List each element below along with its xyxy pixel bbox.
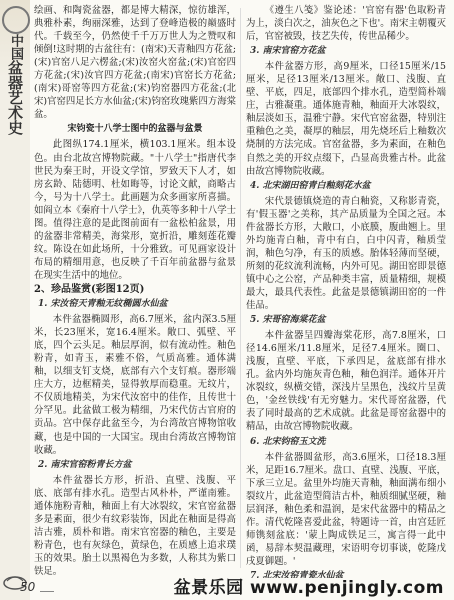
logo-ring-icon (2, 6, 30, 34)
column-gutter (240, 8, 241, 568)
page-footer (0, 574, 454, 600)
right-paragraph-2: 本件盆器方形，高9厘米，口径15厘米/15厘米，足径13厘米/13厘米。敞口、浅腹、直壁、平底，四足，底部四个排水孔，造型简朴端庄，古雅凝重。通体施青釉，釉面开大冰裂纹，釉层淡如玉，温雅宁静。宋代官窑盆器，特别注重釉色之美，凝厚的釉层，用先烧坯后上釉数次烧制的方法完成。官窑盆器，多为素面，在釉色自然之美的开纹点缀下，凸显高贵雅古朴。此盆由故宫博物院收藏。 (246, 61, 446, 177)
book-title (5, 34, 25, 135)
item-heading-2: 2. 南宋官窑粉青长方盆 (38, 459, 132, 470)
page-number-rule (40, 591, 54, 592)
item-heading-5: 5. 宋哥窑海棠花盆 (250, 315, 326, 326)
left-paragraph-4: 本件盆器长方形，折沿、直壁、浅腹、平底、底部有排水孔。造型古风朴朴，严谨南雅。通体施粉青釉，釉面上有大冰裂纹，宋官窑盆器多是素面，很少有纹彩装饰，因此在釉面是得高洁古雅，质朴和谐。南宋官窑器的釉色，主要是粉青色，也有灰绿色，黄绿色，在质感上追求璞玉的效果。胎土以黑褐色为多数，人称其为紫口铁足。 (34, 474, 236, 577)
sidebar (0, 0, 30, 600)
item-heading-1: 1. 宋汝窑天青釉无纹椭圆水仙盆 (38, 299, 168, 310)
right-paragraph-3: 宋代景德镇烧造的青白釉瓷，又称影青瓷，有'假玉器'之美称，其产品质量为全国之冠。本件盆器长方形，大敞口，小底膜，腹曲翘上。里外均施青白釉，青中有白，白中闪青，釉质莹润，釉色匀净，有玉的质感。胎体轻薄而坚硬，所刻的花纹流利流畅，内外可见。湖田窑即景德镇中心之公窑，产品种类丰富，质量精细，规模最大，最具代表性。此盆是景德镇湖田窑的一件佳品。 (246, 195, 446, 312)
book-title-end: 史 (6, 120, 24, 135)
item-heading-6: 6. 北宋钧窑玉文洗 (250, 436, 326, 447)
watermark: 盆景乐园 www.penjingly.com (173, 578, 444, 598)
left-column (34, 4, 236, 578)
right-paragraph-5: 本件盆器圆盆形，高3.6厘米，口径18.3厘米，足距16.7厘米。盘口、直壁、浅腹、平底，下承三立足。盆里外均施天青釉，釉面满布细小裂纹片，此盆造型简洁古朴，釉质细腻坚硬，釉层润泽，釉色柔和温润，是宋代盆器中的精品之作。清代乾隆喜爱此盆，特题诗一首，由宫廷匠师镌刻盆底：'蒙上陶成铁足三，寓言得一此中函，易辞本契温藏理，宋语明夸切事谈，乾隆戊戌夏御题。' (246, 451, 446, 567)
book-title-main: 盆器艺术 (6, 60, 24, 120)
section-heading: 2、珍品鉴赏(彩图12页) (34, 283, 145, 295)
right-column (246, 4, 446, 578)
book-title-top: 中国 (8, 34, 23, 60)
page-number: 50 (20, 580, 36, 594)
item-heading-4: 4. 北宋湖田窑青白釉刻花水盆 (250, 180, 371, 191)
item-heading-7: 7. 北宋汝窑青瓷水仙盆 (250, 570, 344, 578)
left-paragraph-1: 绘画、和陶瓷盆器，都是博大精深，惊彷雄浑，典雅朴素，绚丽深雅，达到了登峰造极的巅盛时代。千载至今，仍然使千千万万世人为之赞叹和倾倒!这时期的古盆往有：(南宋)天青釉四方花盆;(宋)官窑八足六楞盆;(宋)汝窑火窑盆;(宋)官窑四方花盆;(宋)汝官四方花盆;(南宋)官窑长方花盆;(南宋)哥窑等四方花盆;(宋)钧窑器四方花盆;(北宋)官窑四足长方水仙盆;(宋)钧窑玫瑰紫四方海棠盆。 (34, 5, 236, 121)
left-paragraph-3: 本件盆器椭圆形，高6.7厘米，盆内深3.5厘米，长23厘米，宽16.4厘米。敞口、弧壁、平底，四个云头足。釉层厚润，似有流动性。釉色粉青，如青玉，素雅不俗，气质高雅。通体满釉，以细支钉支烧，底部有六个支钉痕。器形端庄大方，边框精美，显得敦厚而稳重。无纹片，不仅质地精美，为宋代汝窑中的佳作，且传世十分罕见。此盆做工极为精细，乃宋代仿古官府的贡品。宫中保存此盆至今，为台湾故宫博物馆收藏，也是中国的一大国宝。现由台湾故宫博物馆收藏。 (34, 314, 236, 456)
right-paragraph-1: 《遵生八笺》鉴论述：'官窑有器'色取粉青为上，淡白次之，油灰色之下也'。南宋主朝覆灭后，官窑被毁，技艺失传，传世品稀少。 (246, 5, 446, 43)
figure-caption-heading: 宋钧瓷十八学士图中的盆器与盆景 (67, 124, 203, 135)
item-heading-3: 3. 南宋官窑方花盆 (250, 46, 326, 57)
left-paragraph-2: 此图纵174.1厘米，横103.1厘米。组本设色。由台北故宫博物院藏。"十八学士"指唐代李世民为秦王时，开设文学馆，罗致天下人才，如房玄龄、陆德明、杜如晦等，讨论文献，商略古今，号为十八学士。此画题为众多画家所喜描。如阎立本《秦府十八学士》，仇英等多种十八学士图。值得注意的是此图前面有一盆松柏盆景，用的盆器非常精美，海棠形，宽折沿，雕刻莲花瓣纹。陈设在如此场所，十分雅致。可见画家设计布局的精细用意，也反映了千百年前盆器与盆景在现实生活中的地位。 (34, 139, 236, 281)
right-paragraph-4: 本件盆器呈四瓣海棠花形，高7.8厘米，口径14.6厘米/11.8厘米，足径7.4厘米。圈口、浅腹，直壁、平底，下承四足，盆底部有排水孔。盆内外均施灰青色釉，釉色润洋。通体开片冰裂纹，纵横交错，深浅片呈黑色，浅纹片呈黄色，'金丝铁线'有无穷魅力。宋代哥窑盆器，代表了同时最高的艺术成就。此盆是哥窑盆器中的精品，由故宫博物院收藏。 (246, 330, 446, 433)
